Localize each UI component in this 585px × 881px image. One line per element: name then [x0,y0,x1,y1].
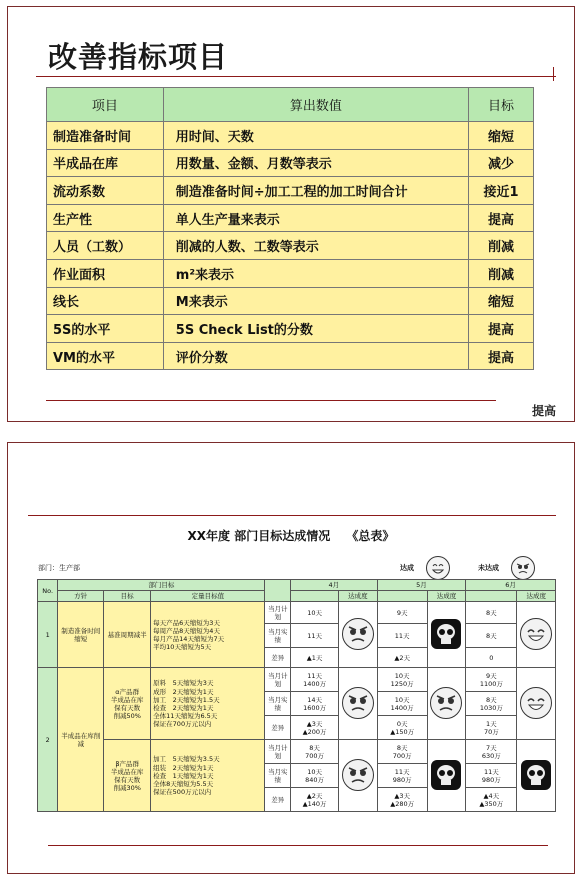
row-value: 制造准备时间÷加工工程的加工时间合计 [163,177,468,205]
item1-m6-diff: 0 [466,648,517,668]
slide2-title-main: XX年度 部门目标达成情况 [187,529,331,543]
table-row [47,287,534,315]
item1-m6-rate [517,602,556,668]
angry-face-icon [430,687,462,719]
item1-m4-actual: 11天 [291,624,339,648]
row-item: 作业面积 [47,259,164,287]
row-goal: 提高 [469,315,534,343]
row-label-actual: 当月实绩 [265,624,291,648]
row-item: 半成品在库 [47,149,164,177]
legend-achieved [400,556,450,580]
footer-rule [46,400,496,401]
item2a-m6-plan: 9天 1100万 [466,668,517,692]
item1-no: 1 [38,602,58,668]
skull-icon [431,760,461,790]
angry-face-icon [342,687,374,719]
table-row [47,122,534,150]
row-value: m²来表示 [163,259,468,287]
item1-m6-actual: 8天 [466,624,517,648]
row-goal: 减少 [469,149,534,177]
row-label-actual: 当月实绩 [265,764,291,788]
item2b-quant: 加工 5天缩短为3.5天 组装 2天缩短为1天 检查 1天缩短为1天 全体8天缩短为5.5天 保证在500万元以内 [151,740,265,812]
row-label-diff: 差异 [265,648,291,668]
item1-goal: 基准周期减半 [104,602,151,668]
row-goal: 削减 [469,232,534,260]
item2b-m4-plan: 8天 700万 [291,740,339,764]
indicator-table-header [47,88,534,122]
smile-face-icon [426,556,450,580]
header-value: 算出数值 [163,88,468,122]
item1-plan-row [38,602,556,624]
row-item: 制造准备时间 [47,122,164,150]
legend-achieved-label: 达成 [400,564,414,572]
row-label-diff: 差异 [265,716,291,740]
row-goal: 缩短 [469,122,534,150]
table-header-row-2 [38,591,556,602]
item1-m5-rate [427,602,465,668]
header-june-rate: 达成度 [517,591,556,602]
item2a-plan-row [38,668,556,692]
row-label-actual: 当月实绩 [265,692,291,716]
angry-face-icon [342,759,374,791]
item2a-m6-rate [517,668,556,740]
header-may-value [377,591,427,602]
header-goal: 目标 [469,88,534,122]
item2b-goal: β产品群 半成品在库 保有天数 削减30% [104,740,151,812]
angry-face-icon [342,618,374,650]
item2a-m5-actual: 10天 1400万 [377,692,427,716]
slide1-title: 改善指标项目 [48,40,229,74]
row-label-plan: 当月计划 [265,668,291,692]
item1-m5-actual: 11天 [377,624,427,648]
item2a-m5-plan: 10天 1250万 [377,668,427,692]
item2a-quant: 原料 5天缩短为3天 成形 2天缩短为1天 加工 2天缩短为1.5天 检查 2天缩短为1天 全体11天缩短为6.5天 保证在700万元以内 [151,668,265,740]
item2b-m4-actual: 10天 840万 [291,764,339,788]
row-goal: 接近1 [469,177,534,205]
row-goal: 削减 [469,259,534,287]
item2a-m4-diff: ▲3天 ▲200万 [291,716,339,740]
header-april-rate: 达成度 [339,591,377,602]
item2b-plan-row [38,740,556,764]
header-policy: 方针 [58,591,104,602]
header-item: 项目 [47,88,164,122]
item2a-m5-rate [427,668,465,740]
slide2-title [8,527,574,544]
item1-quant: 每天产品6天缩短为3天 每周产品8天缩短为4天 每月产品14天缩短为7天 平均10天缩短为5天 [151,602,265,668]
table-row [47,177,534,205]
watermark-text: 提高 [531,404,556,418]
item2b-m5-actual: 11天 980万 [377,764,427,788]
row-label-plan: 当月计划 [265,740,291,764]
skull-icon [431,619,461,649]
item2b-m4-rate [339,740,377,812]
row-item: 流动系数 [47,177,164,205]
table-header-row-1 [38,580,556,591]
row-goal: 缩短 [469,287,534,315]
indicator-table [46,87,534,370]
item2-policy: 半成品在库削减 [58,668,104,812]
goal-summary-table [37,579,556,812]
row-item: VM的水平 [47,342,164,370]
legend-not-achieved [478,556,535,580]
row-goal: 提高 [469,204,534,232]
row-value: 评价分数 [163,342,468,370]
item2b-m6-actual: 11天 980万 [466,764,517,788]
item2b-m6-diff: ▲4天 ▲350万 [466,788,517,812]
item2a-goal: α产品群 半成品在库 保有天数 削减50% [104,668,151,740]
slide2-footer-rule [48,845,548,846]
header-june: 6月 [466,580,556,591]
row-value: 5S Check List的分数 [163,315,468,343]
legend-not-achieved-label: 未达成 [478,564,499,572]
table-row [47,259,534,287]
header-may: 5月 [377,580,466,591]
skull-icon [521,760,551,790]
header-june-value [466,591,517,602]
item2b-m4-diff: ▲2天 ▲140万 [291,788,339,812]
smile-face-icon [520,687,552,719]
title-rule-tick [553,67,554,81]
row-value: 单人生产量来表示 [163,204,468,232]
table-row [47,149,534,177]
item2a-m4-rate [339,668,377,740]
department-label: 部门：生产部 [38,564,80,572]
row-item: 线长 [47,287,164,315]
item1-m5-diff: ▲2天 [377,648,427,668]
smile-face-icon [520,618,552,650]
row-item: 人员（工数） [47,232,164,260]
item2a-m6-diff: 1天 70万 [466,716,517,740]
item1-m4-rate [339,602,377,668]
row-label-diff: 差异 [265,788,291,812]
angry-face-icon [511,556,535,580]
header-dept-goal: 部门目标 [58,580,265,591]
item2a-m4-plan: 11天 1400万 [291,668,339,692]
row-value: 用时间、天数 [163,122,468,150]
slide2-title-tag: 《总表》 [346,529,395,543]
item2a-m5-diff: 0天 ▲150万 [377,716,427,740]
item2b-m6-rate [517,740,556,812]
header-april: 4月 [291,580,378,591]
header-april-value [291,591,339,602]
row-value: 用数量、金额、月数等表示 [163,149,468,177]
slide2-top-rule [28,515,556,516]
table-row [47,232,534,260]
item2b-m5-rate [427,740,465,812]
row-value: M来表示 [163,287,468,315]
header-quant: 定量目标值 [151,591,265,602]
table-row [47,204,534,232]
item1-m6-plan: 8天 [466,602,517,624]
item1-m4-diff: ▲1天 [291,648,339,668]
row-item: 生产性 [47,204,164,232]
item1-m4-plan: 10天 [291,602,339,624]
header-no: No. [38,580,58,602]
slide-improvement-indicators [7,6,575,422]
header-blank [265,580,291,602]
item1-policy: 制造准备时间缩短 [58,602,104,668]
table-row [47,342,534,370]
title-underline [36,76,556,77]
row-label-plan: 当月计划 [265,602,291,624]
header-goal: 目标 [104,591,151,602]
slide-department-goal-summary [7,442,575,874]
row-goal: 提高 [469,342,534,370]
table-row [47,315,534,343]
header-may-rate: 达成度 [427,591,465,602]
item2-no: 2 [38,668,58,812]
item2b-m5-diff: ▲3天 ▲280万 [377,788,427,812]
item2a-m6-actual: 8天 1030万 [466,692,517,716]
item2b-m6-plan: 7天 630万 [466,740,517,764]
item1-m5-plan: 9天 [377,602,427,624]
row-value: 削减的人数、工数等表示 [163,232,468,260]
row-item: 5S的水平 [47,315,164,343]
item2a-m4-actual: 14天 1600万 [291,692,339,716]
item2b-m5-plan: 8天 700万 [377,740,427,764]
